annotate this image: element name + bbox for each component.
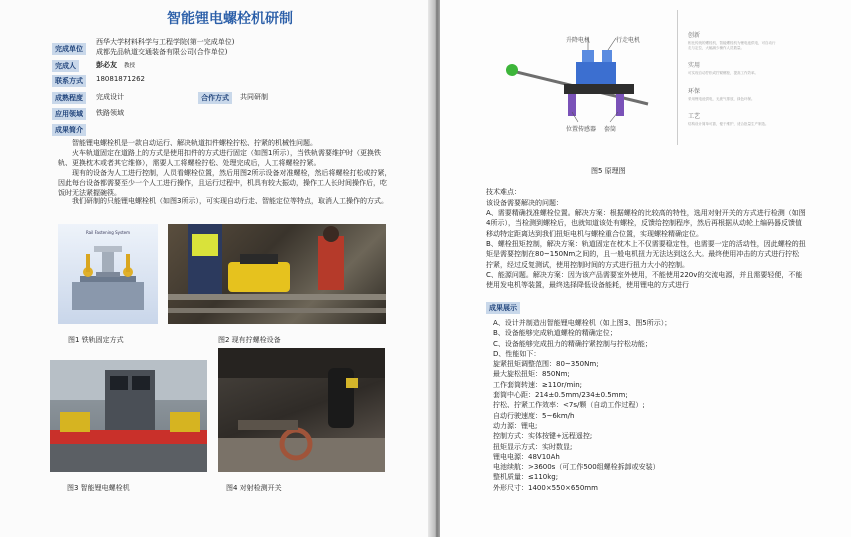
figure2-existing-equipment (168, 224, 386, 324)
person-name: 彭必友 (96, 61, 117, 69)
results-label: 成果展示 (486, 302, 520, 314)
tech-heading: 技术难点： (486, 188, 521, 196)
result-line: 旋紧扭矩调整范围：80~350Nm; (493, 360, 599, 369)
side-text-innovation: 相比传统的螺栓机，智能螺栓机为锂电池供电，可自动行走与定位，大幅减少操作人员数量。 (688, 41, 776, 50)
coop-value: 共同研制 (240, 93, 268, 101)
side-divider (677, 10, 678, 145)
result-line: 拧松、拧紧工作效率：<7s/颗（自动工作过程）; (493, 401, 645, 410)
field-value: 铁路领域 (96, 109, 124, 117)
maturity-value: 完成设计 (96, 93, 124, 101)
result-line: B、设备能够完成轨道螺栓的精确定位； (493, 329, 617, 338)
diagram-label-travel-motor: 行走电机 (616, 37, 641, 44)
document-title: 智能锂电螺栓机研制 (167, 11, 293, 27)
result-line: 最大旋松扭矩：850Nm; (493, 370, 570, 379)
intro-para-1: 智能锂电螺栓机是一款自动运行、解决轨道扣件螺栓拧松、拧紧的机械性问题。 (72, 139, 317, 147)
side-label-craft: 工艺 (688, 113, 701, 120)
unit-line1: 西华大学材料科学与工程学院(第一完成单位) (96, 38, 235, 46)
result-line: D、性能如下： (493, 349, 541, 358)
result-line: C、设备能够完成扭力的精确拧紧控制与拧松功能； (493, 339, 652, 348)
results-list (493, 318, 793, 493)
side-text-eco: 采用锂电池供电，无废气排放，绿色环保。 (688, 97, 755, 101)
intro-para-4: 我们研制的只能锂电螺栓机（如图3所示），可实现自动行走、智能定位等特点，取消人工操作的方式。 (72, 197, 388, 205)
tech-intro: 该设备需要解决的问题： (486, 199, 563, 207)
figure4-caption: 图4 对射检测开关 (226, 484, 282, 492)
figure3-machine (50, 360, 207, 472)
figure2-caption: 图2 现有拧螺栓设备 (218, 336, 281, 344)
result-line: A、设计并制造出智能锂电螺栓机（如上图3、图5所示）； (493, 319, 672, 327)
tech-point-b: B、螺栓扭矩控制，解决方案：轨道固定在枕木上不仅需要稳定性，也需要一定的活动性，因此螺栓的扭矩是需要控制在80~150Nm之间的，且一般电机扭力无法达到这么大。最终使用冲击的方式进行拧松拧紧，经过反复测试，使用控制时间的方式进行扭力大小的控制。 (486, 240, 806, 269)
result-line: 整机质量：≤110kg; (493, 473, 559, 482)
result-line: 扭矩显示方式：实时数显; (493, 442, 573, 451)
side-label-practical: 实用 (688, 62, 701, 69)
result-line: 套筒中心距：214±0.5mm/234±0.5mm; (493, 391, 628, 400)
phone-value: 18081871262 (96, 75, 145, 83)
maturity-label: 成熟程度 (52, 92, 86, 104)
side-text-practical: 可实现自动拧松或拧紧螺栓，提高工作效率。 (688, 71, 758, 75)
person-title: 教授 (124, 63, 136, 69)
intro-label: 成果简介 (52, 124, 86, 136)
rail-fastener-icon (58, 224, 158, 324)
side-text-craft: 结构设计简单可靠，便于维护，适合批量生产制造。 (688, 122, 769, 126)
coop-label: 合作方式 (198, 92, 232, 104)
diagram-label-sleeve: 套筒 (604, 126, 617, 133)
field-label: 应用领域 (52, 108, 86, 120)
figure1-rail-fastening (58, 224, 158, 324)
diagram-label-lift-motor: 升降电机 (566, 37, 591, 44)
worker-wrench-icon (168, 224, 386, 324)
tech-point-a: A、需要精确找准螺栓位置。解决方案：根据螺栓的比较高的特性，选用对射开关的方式进行检测（如图4所示），当检测到螺栓后，也就知道该处有螺栓，反馈给控制程序，然后再根据从动轮上编码器反馈值移动特定距离达到我们扭矩电机与螺栓重合位置，实现螺栓精确定位。 (486, 209, 806, 238)
bolt-switch-icon (218, 348, 385, 472)
unit-label: 完成单位 (52, 43, 86, 55)
figure1-inner-title: Rail Fastening System (85, 230, 131, 235)
side-label-eco: 环保 (688, 88, 701, 95)
result-line: 锂电电源：48V10Ah (493, 452, 560, 461)
result-line: 外形尺寸：1400×550×650mm (493, 483, 598, 492)
diagram-label-position-sensor: 位置传感器 (566, 126, 597, 133)
unit-line2: 成都先品轨道交通装备有限公司(合作单位) (96, 48, 228, 56)
result-line: 动力源：锂电; (493, 421, 538, 430)
intro-para-2: 火车轨道固定在道路上的方式是使用扣件的方式进行固定（如图1所示），当铁轨需要维护时（更换铁轨、更换枕木或者其它维修），需要人工将螺栓拧松、处理完成后，人工将螺栓拧紧。 (58, 149, 381, 167)
figure5-caption: 图5 原理图 (591, 167, 626, 175)
result-line: 自动行驶速度：5~6km/h (493, 411, 575, 420)
figure4-detection-switch (218, 348, 385, 472)
intro-para-3: 现有的设备为人工进行控制，人员看螺栓位置，然后用图2所示设备对准螺栓，然后将螺栓打松或拧紧，因此每台设备都需要至少一个人工进行操作，且运行过程中，机具有较大振动，操作工人长时间操作后，吃饭时无法紧握碗筷。 (58, 169, 392, 197)
figure3-caption: 图3 智能锂电螺栓机 (67, 484, 130, 492)
person-label: 完成人 (52, 60, 79, 72)
result-line: 电池续航：>3600s（可工作500组螺栓拆卸或安装） (493, 463, 660, 472)
side-label-innovation: 创新 (688, 32, 701, 39)
tech-point-c: C、能源问题。解决方案：因为该产品需要室外使用，不能使用220v的交流电源，并且需要轻便，不能使用发电机等装置，最终选择降低设备能耗，使用锂电的方式进行 (486, 271, 803, 290)
machine-icon (50, 360, 207, 472)
figure1-caption: 图1 铁轨固定方式 (68, 336, 124, 344)
result-line: 控制方式：实体按键+远程遥控; (493, 432, 593, 441)
phone-label: 联系方式 (52, 75, 86, 87)
result-line: 工作套筒转速：≥110r/min; (493, 380, 583, 389)
